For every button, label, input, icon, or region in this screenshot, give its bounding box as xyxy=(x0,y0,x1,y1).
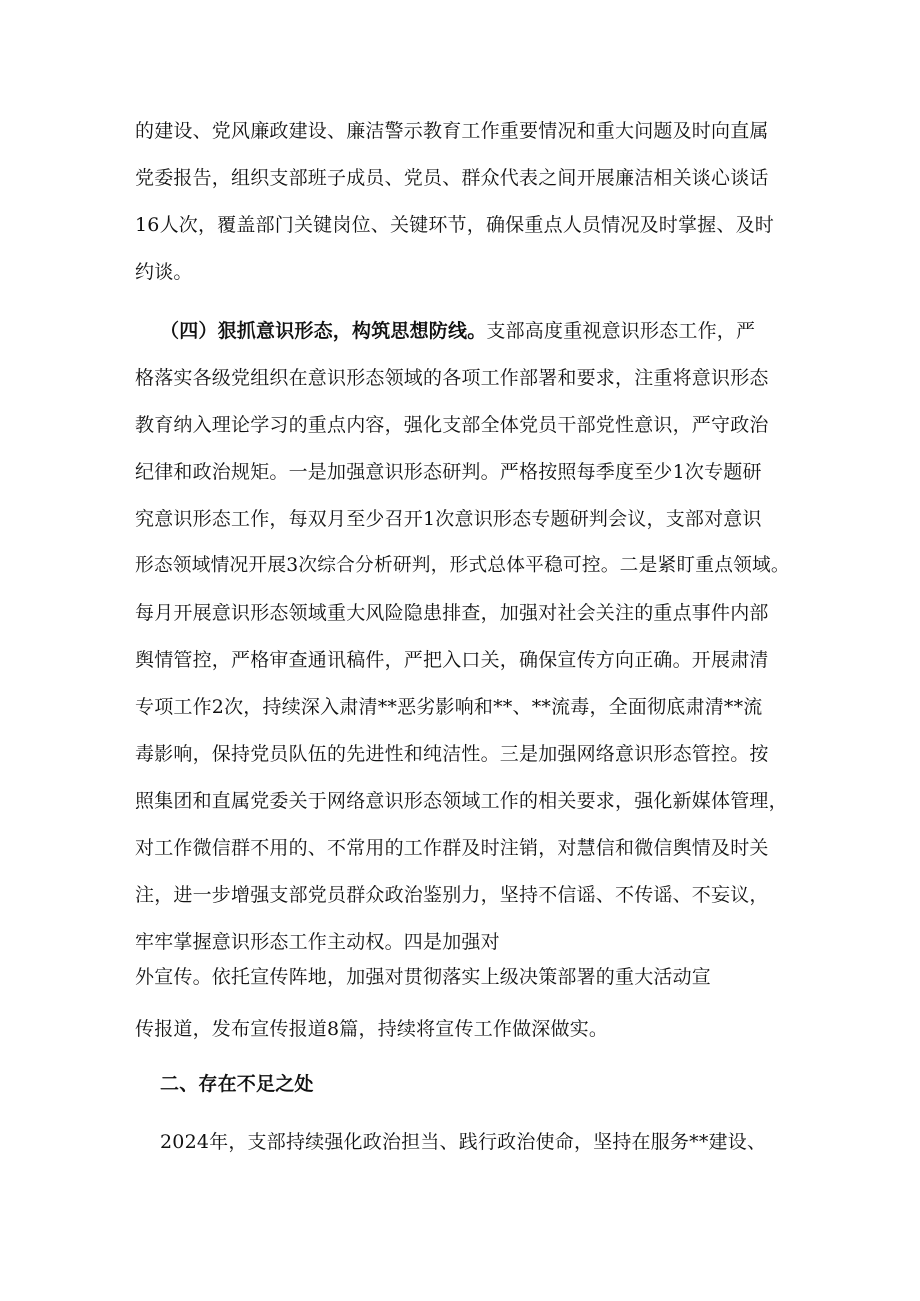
paragraph-line: 16人次，覆盖部门关键岗位、关键环节，确保重点人员情况及时掌握、及时 xyxy=(135,214,774,236)
paragraph-line: 形态领域情况开展3次综合分析研判，形式总体平稳可控。二是紧盯重点领域。 xyxy=(135,555,790,576)
paragraph-line: 传报道，发布宣传报道8篇，持续将宣传工作做深做实。 xyxy=(135,1018,609,1040)
paragraph-line: 纪律和政治规矩。一是加强意识形态研判。严格按照每季度至少1次专题研 xyxy=(135,461,762,483)
paragraph-line: 党委报告，组织支部班子成员、党员、群众代表之间开展廉洁相关谈心谈话 xyxy=(135,167,769,189)
chapter-heading-line xyxy=(160,1072,314,1096)
paragraph-line: 的建设、党风廉政建设、廉洁警示教育工作重要情况和重大问题及时向直属 xyxy=(135,120,769,142)
paragraph-line: 外宣传。依托宣传阵地，加强对贯彻落实上级决策部署的重大活动宣 xyxy=(135,966,712,988)
section-heading-line: （四）狠抓意识形态，构筑思想防线。支部高度重视意识形态工作，严 xyxy=(160,320,756,342)
paragraph-line: 究意识形态工作，每双月至少召开1次意识形态专题研判会议，支部对意识 xyxy=(135,508,762,530)
paragraph-line: 每月开展意识形态领域重大风险隐患排查，加强对社会关注的重点事件内部 xyxy=(135,602,769,624)
paragraph-line: 格落实各级党组织在意识形态领域的各项工作部署和要求，注重将意识形态 xyxy=(135,367,769,389)
paragraph-line: 毒影响，保持党员队伍的先进性和纯洁性。三是加强网络意识形态管控。按 xyxy=(135,743,769,765)
paragraph-line: 专项工作2次，持续深入肃清**恶劣影响和**、**流毒，全面彻底肃清**流 xyxy=(135,696,763,718)
paragraph-line: 2024年，支部持续强化政治担当、践行政治使命，坚持在服务**建设、 xyxy=(160,1131,767,1153)
paragraph-line: 教育纳入理论学习的重点内容，强化支部全体党员干部党性意识，严守政治 xyxy=(135,414,769,436)
paragraph-line: 对工作微信群不用的、不常用的工作群及时注销，对慧信和微信舆情及时关 xyxy=(135,837,769,859)
paragraph-line: 舆情管控，严格审查通讯稿件，严把入口关，确保宣传方向正确。开展肃清 xyxy=(135,649,769,671)
paragraph-line: 注，进一步增强支部党员群众政治鉴别力，坚持不信谣、不传谣、不妄议， xyxy=(135,884,769,906)
paragraph-line: 照集团和直属党委关于网络意识形态领域工作的相关要求，强化新媒体管理， xyxy=(135,790,788,812)
chapter-heading: 二、存在不足之处 xyxy=(160,1073,314,1095)
paragraph-line: 约谈。 xyxy=(135,261,193,283)
paragraph-line: 牢牢掌握意识形态工作主动权。四是加强对 xyxy=(135,931,500,953)
section-heading: （四）狠抓意识形态，构筑思想防线。 xyxy=(160,320,487,342)
